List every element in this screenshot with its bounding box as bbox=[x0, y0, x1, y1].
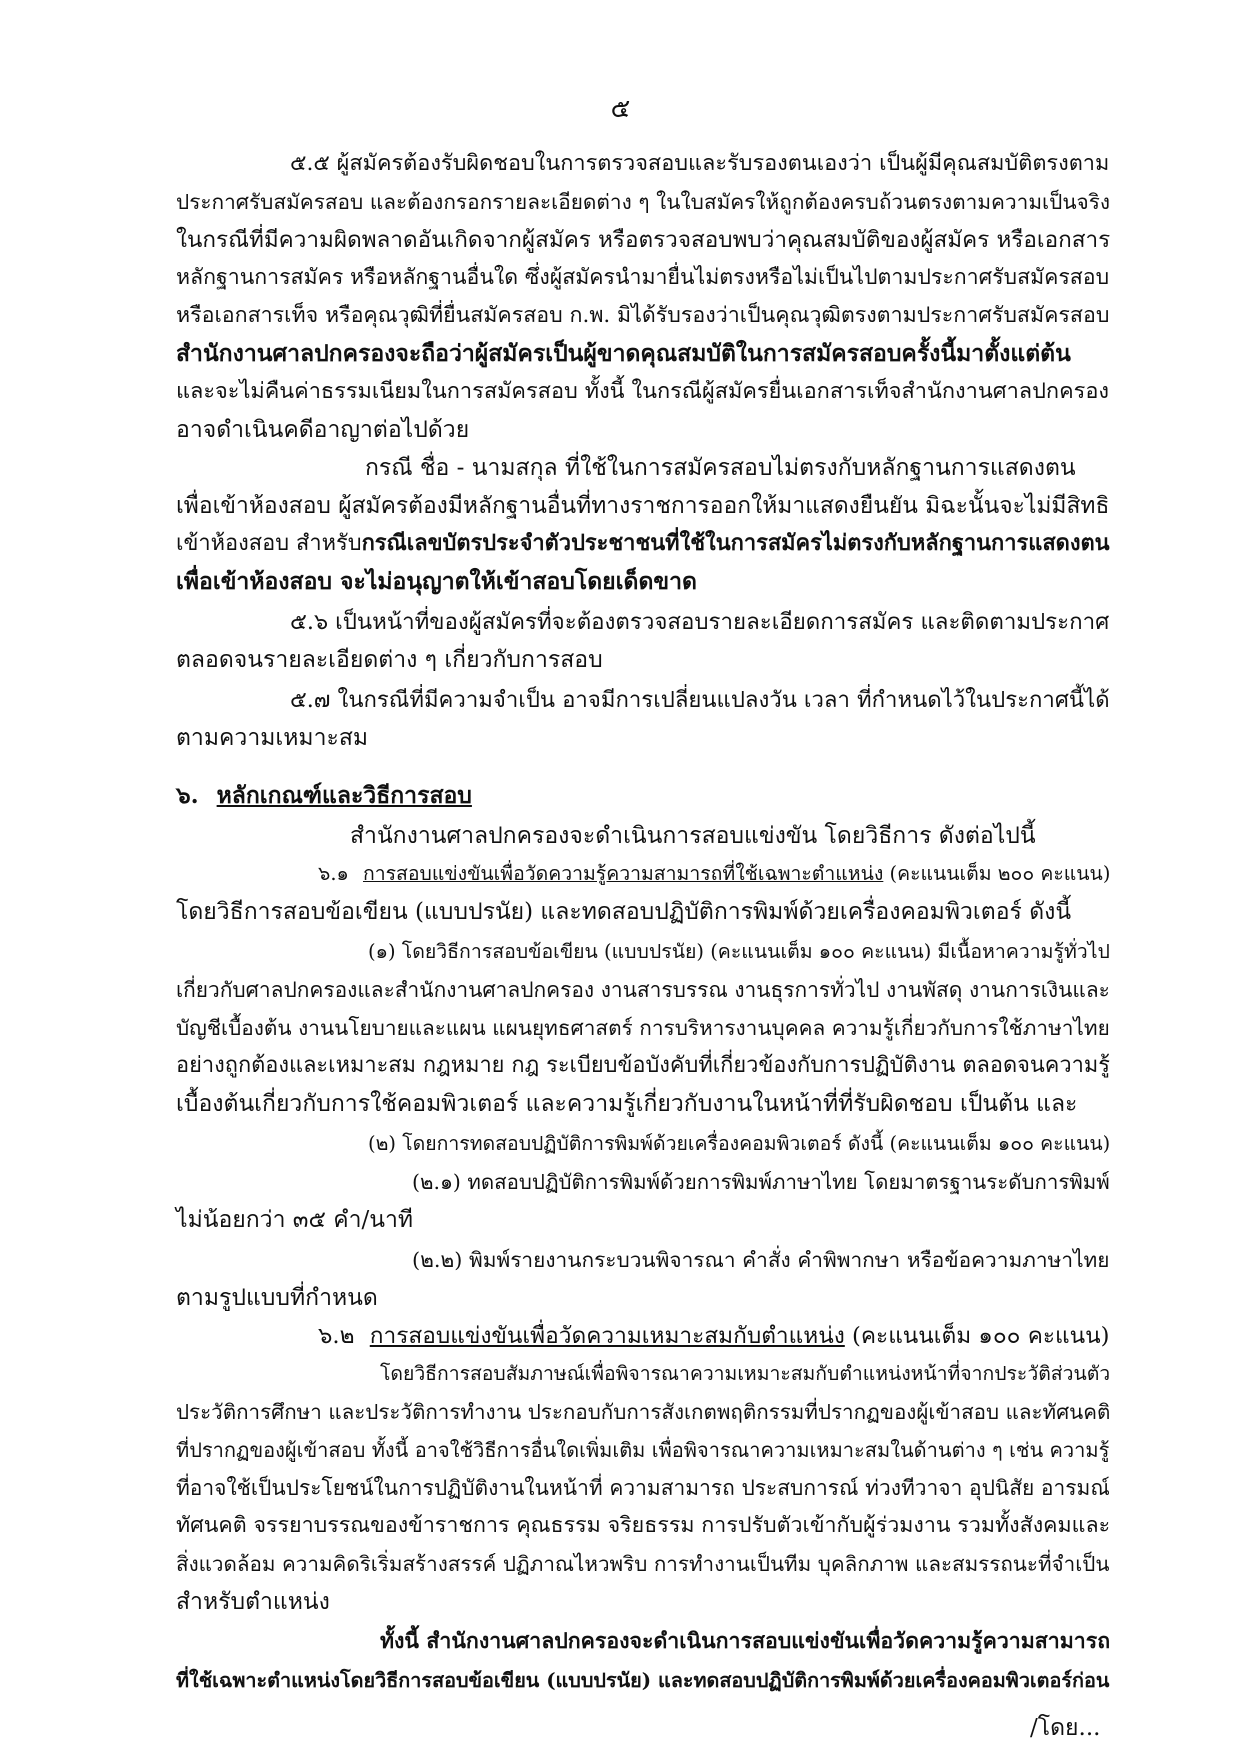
section-6-1-title: การสอบแข่งขันเพื่อวัดความรู้ความสามารถที่ใช้เฉพาะตำแหน่ง bbox=[362, 862, 884, 885]
section-5-5-line-1: ๕.๕ ผู้สมัครต้องรับผิดชอบในการตรวจสอบและรับรองตนเองว่า เป็นผู้มีคุณสมบัติตรงตาม bbox=[290, 151, 1110, 176]
interview-line-1: โดยวิธีการสอบสัมภาษณ์เพื่อพิจารณาความเหมาะสมกับตำแหน่งหน้าที่จากประวัติส่วนตัว bbox=[380, 1362, 1111, 1385]
written-exam-line-3: บัญชีเบื้องต้น งานนโยบายและแผน แผนยุทธศาสตร์ การบริหารงานบุคคล ความรู้เกี่ยวกับการใช้ภาษาไทย bbox=[176, 1016, 1110, 1040]
section-6-number: ๖. bbox=[176, 782, 199, 809]
closing-line-1: ทั้งนี้ สำนักงานศาลปกครองจะดำเนินการสอบแข่งขันเพื่อวัดความรู้ความสามารถ bbox=[380, 1629, 1111, 1654]
section-6-1-heading bbox=[318, 858, 1110, 890]
section-5-5-line-3: ในกรณีที่มีความผิดพลาดอันเกิดจากผู้สมัคร หรือตรวจสอบพบว่าคุณสมบัติของผู้สมัคร หรือเอกสาร bbox=[176, 227, 1111, 253]
typing-test-line-1: (๒) โดยการทดสอบปฏิบัติการพิมพ์ด้วยเครื่องคอมพิวเตอร์ ดังนี้ (คะแนนเต็ม ๑๐๐ คะแนน) bbox=[368, 1132, 1111, 1155]
section-5-5-line-6: สำนักงานศาลปกครองจะถือว่าผู้สมัครเป็นผู้ขาดคุณสมบัติในการสมัครสอบครั้งนี้มาตั้งแต่ต้น bbox=[176, 340, 1071, 367]
section-5-5-line-8: อาจดำเนินคดีอาญาต่อไปด้วย bbox=[176, 417, 470, 443]
section-5-5-line-7: และจะไม่คืนค่าธรรมเนียมในการสมัครสอบ ทั้งนี้ ในกรณีผู้สมัครยื่นเอกสารเท็จสำนักงานศาลปกครอง bbox=[176, 379, 1109, 404]
section-6-intro: สำนักงานศาลปกครองจะดำเนินการสอบแข่งขัน โดยวิธีการ ดังต่อไปนี้ bbox=[350, 823, 1036, 849]
interview-line-7: สำหรับตำแหน่ง bbox=[176, 1589, 330, 1615]
section-5-5-line-11-bold: กรณีเลขบัตรประจำตัวประชาชนที่ใช้ในการสมัครไม่ตรงกับหลักฐานการแสดงตน bbox=[361, 531, 1110, 556]
typing-test-2-2-line-2: ตามรูปแบบที่กำหนด bbox=[176, 1285, 378, 1311]
interview-line-4: ที่อาจใช้เป็นประโยชน์ในการปฏิบัติงานในหน้าที่ ความสามารถ ประสบการณ์ ท่วงทีวาจา อุปนิสัย อารมณ์ bbox=[176, 1476, 1110, 1500]
section-5-5-line-10: เพื่อเข้าห้องสอบ ผู้สมัครต้องมีหลักฐานอื่นที่ทางราชการออกให้มาแสดงยืนยัน มิฉะนั้นจะไม่มีสิทธิ bbox=[176, 493, 1110, 519]
section-6-1-number: ๖.๑ bbox=[318, 862, 349, 885]
section-5-7-line-1: ๕.๗ ในกรณีที่มีความจำเป็น อาจมีการเปลี่ยนแปลงวัน เวลา ที่กำหนดไว้ในประกาศนี้ได้ bbox=[290, 687, 1110, 713]
section-5-5-line-2: ประกาศรับสมัครสอบ และต้องกรอกรายละเอียดต่าง ๆ ในใบสมัครให้ถูกต้องครบถ้วนตรงตามความเป็นจริง bbox=[176, 190, 1111, 214]
closing-line-2: ที่ใช้เฉพาะตำแหน่งโดยวิธีการสอบข้อเขียน (แบบปรนัย) และทดสอบปฏิบัติการพิมพ์ด้วยเครื่องคอมพิวเตอร์ก่อน bbox=[176, 1668, 1110, 1692]
continuation-marker: /โดย... bbox=[1030, 1715, 1101, 1741]
section-6-2-heading bbox=[318, 1320, 1110, 1352]
section-5-5-line-11-normal: เข้าห้องสอบ สำหรับ bbox=[176, 531, 362, 556]
section-6-heading bbox=[176, 780, 472, 812]
section-6-1-line-2: โดยวิธีการสอบข้อเขียน (แบบปรนัย) และทดสอบปฏิบัติการพิมพ์ด้วยเครื่องคอมพิวเตอร์ ดังนี้ bbox=[176, 899, 1072, 925]
section-5-5-line-12: เพื่อเข้าห้องสอบ จะไม่อนุญาตให้เข้าสอบโดยเด็ดขาด bbox=[176, 568, 697, 595]
section-6-1-score: (คะแนนเต็ม ๒๐๐ คะแนน) bbox=[883, 862, 1111, 885]
section-6-2-score: (คะแนนเต็ม ๑๐๐ คะแนน) bbox=[844, 1323, 1110, 1349]
written-exam-line-5: เบื้องต้นเกี่ยวกับการใช้คอมพิวเตอร์ และความรู้เกี่ยวกับงานในหน้าที่ที่รับผิดชอบ เป็นต้น และ bbox=[176, 1091, 1078, 1117]
typing-test-2-1-line-2: ไม่น้อยกว่า ๓๕ คำ/นาที bbox=[176, 1207, 414, 1233]
section-5-5-line-9: กรณี ชื่อ - นามสกุล ที่ใช้ในการสมัครสอบไม่ตรงกับหลักฐานการแสดงตน bbox=[365, 455, 1076, 481]
interview-line-3: ที่ปรากฏของผู้เข้าสอบ ทั้งนี้ อาจใช้วิธีการอื่นใดเพิ่มเติม เพื่อพิจารณาความเหมาะสมในด้านต่าง ๆ เช่น ความรู้ bbox=[176, 1438, 1110, 1462]
page-number: ๕ bbox=[610, 94, 631, 124]
section-5-7-line-2: ตามความเหมาะสม bbox=[176, 725, 369, 751]
interview-line-5: ทัศนคติ จรรยาบรรณของข้าราชการ คุณธรรม จริยธรรม การปรับตัวเข้ากับผู้ร่วมงาน รวมทั้งสังคมและ bbox=[176, 1513, 1111, 1538]
section-5-6-line-1: ๕.๖ เป็นหน้าที่ของผู้สมัครที่จะต้องตรวจสอบรายละเอียดการสมัคร และติดตามประกาศ bbox=[290, 609, 1110, 635]
section-5-6-line-2: ตลอดจนรายละเอียดต่าง ๆ เกี่ยวกับการสอบ bbox=[176, 647, 603, 673]
section-6-2-title: การสอบแข่งขันเพื่อวัดความเหมาะสมกับตำแหน่ง bbox=[369, 1323, 845, 1349]
section-5-5-line-5: หรือเอกสารเท็จ หรือคุณวุฒิที่ยื่นสมัครสอบ ก.พ. มิได้รับรองว่าเป็นคุณวุฒิตรงตามประกาศรับสมัครสอบ bbox=[176, 303, 1110, 328]
written-exam-line-2: เกี่ยวกับศาลปกครองและสำนักงานศาลปกครอง งานสารบรรณ งานธุรการทั่วไป งานพัสดุ งานการเงินและ bbox=[176, 978, 1110, 1002]
section-6-2-number: ๖.๒ bbox=[318, 1323, 355, 1349]
written-exam-line-1: (๑) โดยวิธีการสอบข้อเขียน (แบบปรนัย) (คะแนนเต็ม ๑๐๐ คะแนน) มีเนื้อหาความรู้ทั่วไป bbox=[368, 940, 1110, 963]
typing-test-2-2-line-1: (๒.๒) พิมพ์รายงานกระบวนพิจารณา คำสั่ง คำพิพากษา หรือข้อความภาษาไทย bbox=[412, 1248, 1110, 1272]
section-5-5-line-11 bbox=[176, 528, 1110, 560]
written-exam-line-4: อย่างถูกต้องและเหมาะสม กฎหมาย กฎ ระเบียบข้อบังคับที่เกี่ยวข้องกับการปฏิบัติงาน ตลอดจนความรู้ bbox=[176, 1053, 1110, 1078]
interview-line-2: ประวัติการศึกษา และประวัติการทำงาน ประกอบกับการสังเกตพฤติกรรมที่ปรากฏของผู้เข้าสอบ และทัศนคติ bbox=[176, 1400, 1111, 1424]
section-6-title: หลักเกณฑ์และวิธีการสอบ bbox=[216, 782, 472, 809]
interview-line-6: สิ่งแวดล้อม ความคิดริเริ่มสร้างสรรค์ ปฏิภาณไหวพริบ การทำงานเป็นทีม บุคลิกภาพ และสมรรถนะที่จำเป็น bbox=[176, 1552, 1110, 1576]
section-5-5-line-4: หลักฐานการสมัคร หรือหลักฐานอื่นใด ซึ่งผู้สมัครนำมายื่นไม่ตรงหรือไม่เป็นไปตามประกาศรับสมัครสอบ bbox=[176, 265, 1110, 290]
typing-test-2-1-line-1: (๒.๑) ทดสอบปฏิบัติการพิมพ์ด้วยการพิมพ์ภาษาไทย โดยมาตรฐานระดับการพิมพ์ bbox=[412, 1170, 1110, 1194]
